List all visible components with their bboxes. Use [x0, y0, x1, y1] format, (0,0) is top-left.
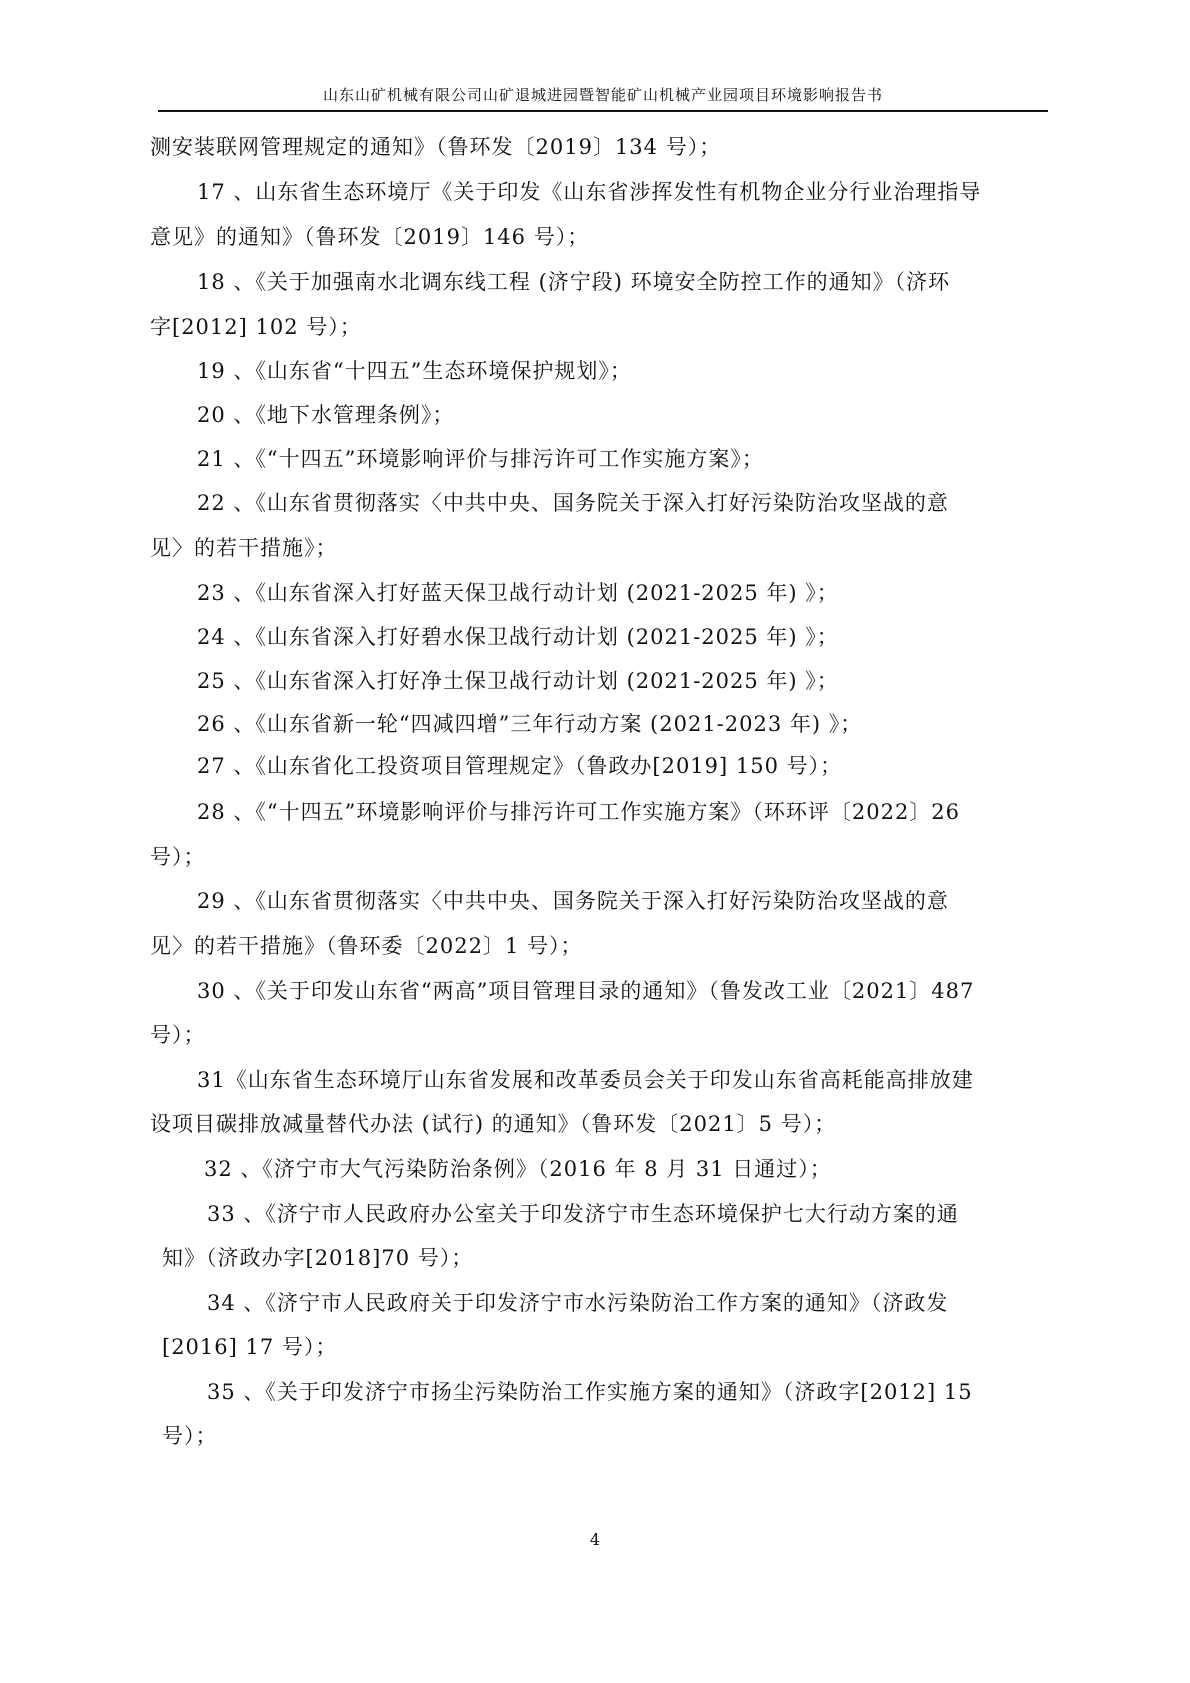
text-line: 28 、《“十四五”环境影响评价与排污许可工作实施方案》（环环评〔2022〕26 [197, 800, 961, 824]
text-line: 号）； [150, 845, 206, 869]
text-line: 测安装联网管理规定的通知》（鲁环发〔2019〕134 号）； [150, 135, 722, 159]
text-line: 设项目碳排放减量替代办法 (试行) 的通知》（鲁环发〔2021〕5 号）； [150, 1112, 837, 1136]
header-rule [158, 110, 1048, 112]
text-line: 号）； [162, 1424, 218, 1448]
text-line: 34 、《济宁市人民政府关于印发济宁市水污染防治工作方案的通知》（济政发 [207, 1291, 949, 1315]
text-line: 号）； [150, 1023, 206, 1047]
text-line: 17 、山东省生态环境厅《关于印发《山东省涉挥发性有机物企业分行业治理指导 [197, 180, 982, 204]
text-line: 22 、《山东省贯彻落实〈中共中央、国务院关于深入打好污染防治攻坚战的意 [197, 491, 949, 515]
page-header: 山东山矿机械有限公司山矿退城进园暨智能矿山机械产业园项目环境影响报告书 [322, 86, 883, 104]
text-line: 24 、《山东省深入打好碧水保卫战行动计划 (2021-2025 年) 》； [197, 625, 839, 649]
text-line: [2016] 17 号）； [162, 1335, 338, 1359]
text-line: 19 、《山东省“十四五”生态环境保护规划》； [197, 359, 632, 383]
text-line: 字[2012] 102 号）； [150, 315, 362, 339]
text-line: 21 、《“十四五”环境影响评价与排污许可工作实施方案》； [197, 447, 764, 471]
text-line: 20 、《地下水管理条例》； [197, 403, 455, 427]
text-line: 30 、《关于印发山东省“两高”项目管理目录的通知》（鲁发改工业〔2021〕487 [197, 979, 975, 1003]
text-line: 知》（济政办字[2018]70 号）； [162, 1246, 474, 1270]
text-line: 意见》的通知》（鲁环发〔2019〕146 号）； [150, 225, 590, 249]
text-line: 33 、《济宁市人民政府办公室关于印发济宁市生态环境保护七大行动方案的通 [207, 1202, 959, 1226]
text-line: 29 、《山东省贯彻落实〈中共中央、国务院关于深入打好污染防治攻坚战的意 [197, 889, 949, 913]
text-line: 31《山东省生态环境厅山东省发展和改革委员会关于印发山东省高耗能高排放建 [197, 1068, 974, 1092]
text-line: 见〉的若干措施》； [150, 536, 338, 560]
text-line: 27 、《山东省化工投资项目管理规定》（鲁政办[2019] 150 号）； [197, 754, 843, 778]
text-line: 26 、《山东省新一轮“四减四增”三年行动方案 (2021-2023 年) 》； [197, 712, 863, 736]
text-line: 18 、《关于加强南水北调东线工程 (济宁段) 环境安全防控工作的通知》（济环 [197, 270, 951, 294]
text-line: 见〉的若干措施》（鲁环委〔2022〕1 号）； [150, 934, 583, 958]
text-line: 25 、《山东省深入打好净土保卫战行动计划 (2021-2025 年) 》； [197, 669, 839, 693]
text-line: 23 、《山东省深入打好蓝天保卫战行动计划 (2021-2025 年) 》； [197, 581, 839, 605]
text-line: 35 、《关于印发济宁市扬尘污染防治工作实施方案的通知》（济政字[2012] 15 [207, 1380, 973, 1404]
text-line: 32 、《济宁市大气污染防治条例》（2016 年 8 月 31 日通过）； [204, 1157, 832, 1181]
page-number: 4 [589, 1530, 601, 1549]
